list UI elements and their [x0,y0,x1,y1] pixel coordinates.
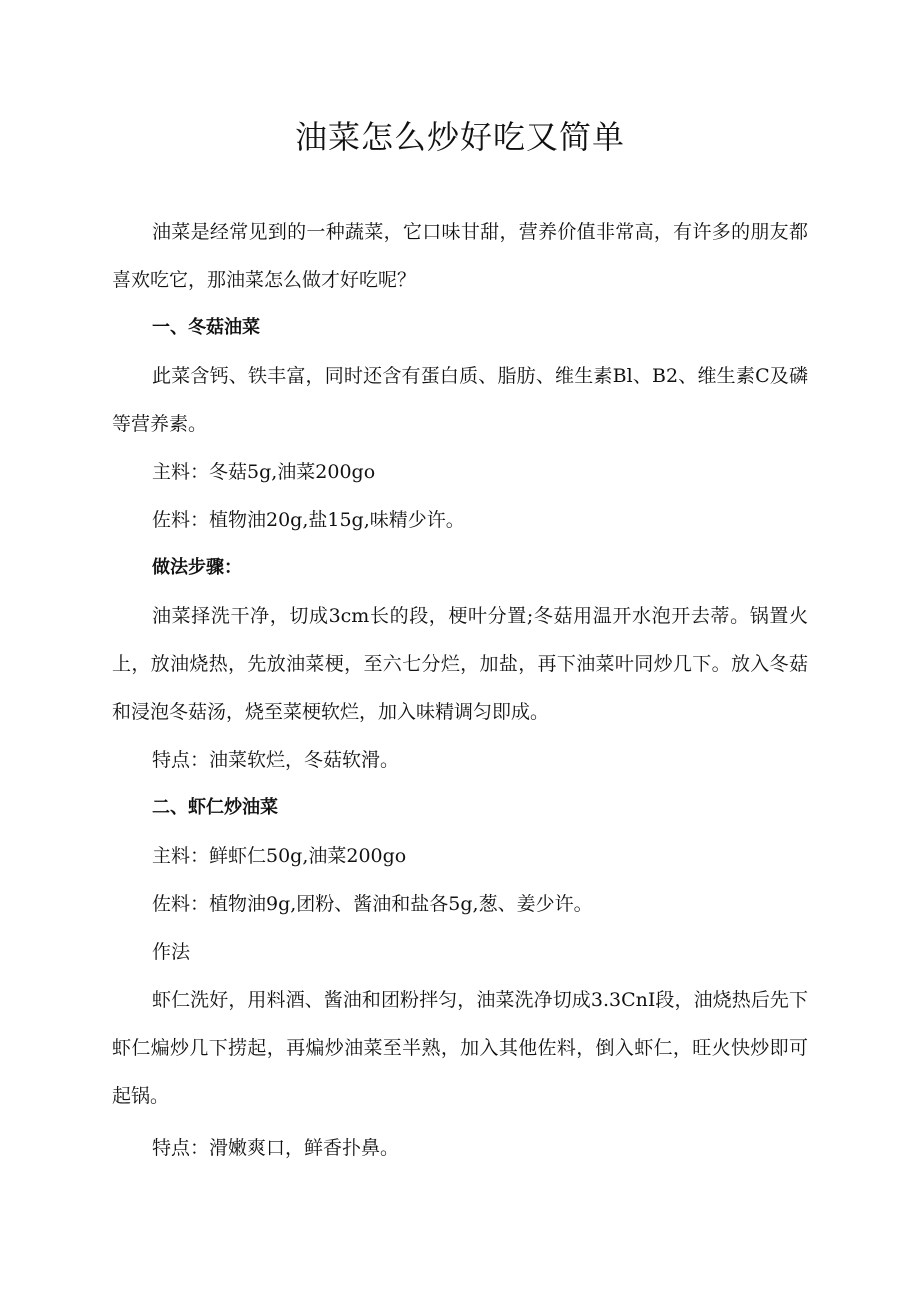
intro-paragraph: 油菜是经常见到的一种蔬菜，它口味甘甜，营养价值非常高，有许多的朋友都喜欢吃它，那油菜怎么做才好吃呢？ [112,221,808,291]
section1-main-ingredients: 主料：冬菇5g,油菜200go [152,461,376,483]
section2-seasonings: 佐料：植物油9g,团粉、酱油和盐各5g,葱、姜少许。 [152,893,593,915]
section1-nutrition: 此菜含钙、铁丰富，同时还含有蛋白质、脂肪、维生素Bl、B2、维生素C及磷等营养素。 [112,365,808,435]
section1-steps: 油菜择洗干净，切成3cm长的段，梗叶分置;冬菇用温开水泡开去蒂。锅置火上，放油烧热，先放油菜梗，至六七分烂，加盐，再下油菜叶同炒几下。放入冬菇和浸泡冬菇汤，烧至菜梗软烂，加入味精调匀即成。 [112,605,808,723]
section1-seasonings: 佐料：植物油20g,盐15g,味精少许。 [152,509,465,531]
section1-heading: 一、冬菇油菜 [152,317,260,338]
section1-steps-heading: 做法步骤： [152,557,242,578]
page-title: 油菜怎么炒好吃又简单 [294,118,625,156]
section1-features: 特点：油菜软烂，冬菇软滑。 [152,749,400,771]
section2-heading: 二、虾仁炒油菜 [152,797,278,818]
document-body [112,208,808,1172]
section2-method: 虾仁洗好，用料酒、酱油和团粉拌匀，油菜洗净切成3.3CnI段，油烧热后先下虾仁煸炒几下捞起，再煸炒油菜至半熟，加入其他佐料，倒入虾仁，旺火快炒即可起锅。 [112,989,808,1107]
section2-method-label: 作法 [152,941,191,963]
section2-features: 特点：滑嫩爽口，鲜香扑鼻。 [152,1137,400,1159]
section2-main-ingredients: 主料：鲜虾仁50g,油菜200go [152,845,407,867]
